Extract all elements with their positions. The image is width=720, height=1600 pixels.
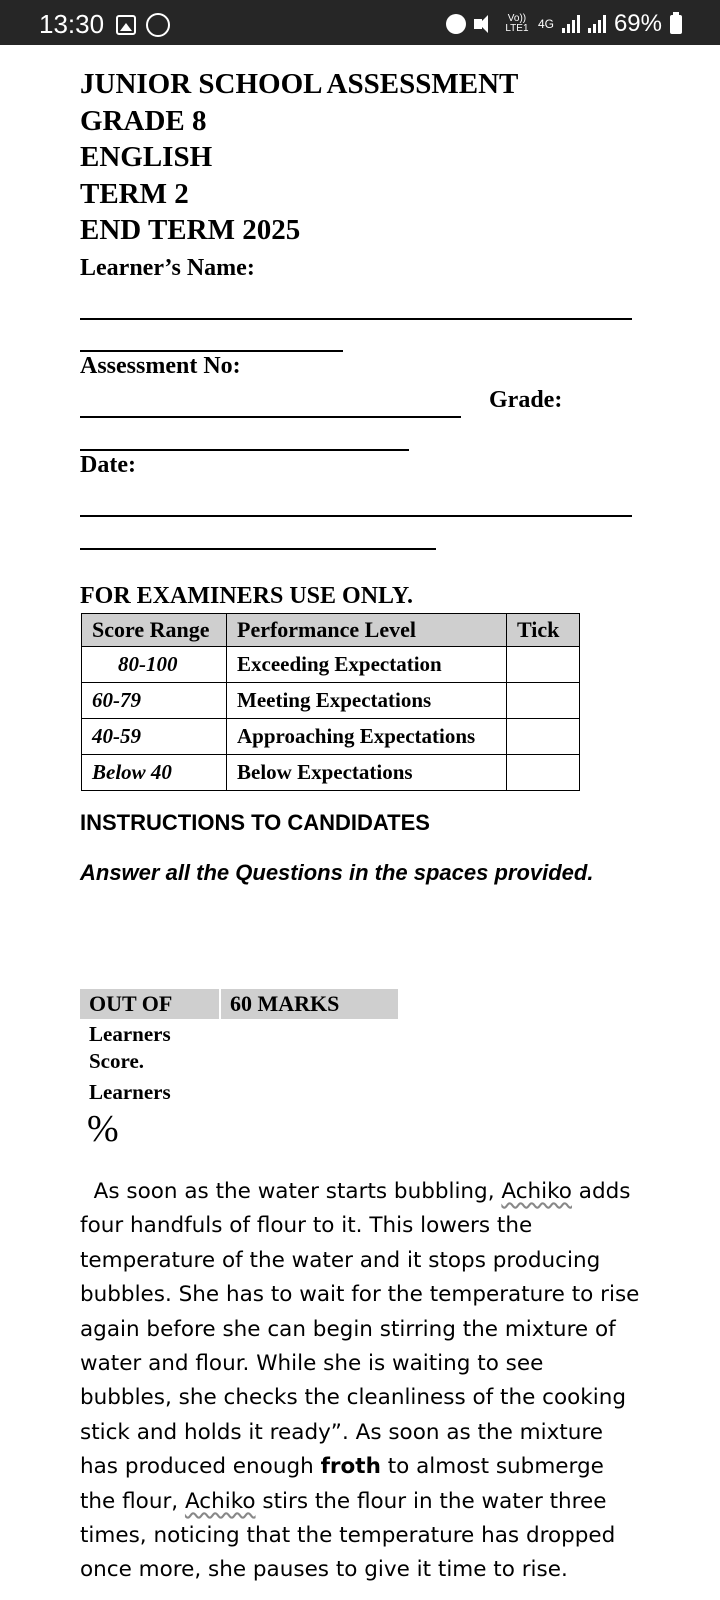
misspelled-word: Achiko (501, 1179, 572, 1204)
misspelled-word: Achiko (184, 1488, 256, 1514)
performance-level: Exceeding Expectation (227, 647, 507, 683)
subject-heading: ENGLISH (80, 141, 213, 173)
date-label: Date: (80, 452, 136, 478)
performance-level: Meeting Expectations (227, 683, 507, 719)
clock: 13:30 (39, 9, 105, 39)
gallery-icon (116, 15, 136, 35)
learners-score-label: Score. (89, 1049, 145, 1073)
column-header: Score Range (82, 614, 227, 647)
instructions-text: Answer all the Questions in the spaces provided. (80, 860, 594, 885)
marks-row (80, 989, 398, 1019)
date-line (80, 515, 632, 517)
term-heading: TERM 2 (80, 178, 189, 210)
bold-word: froth (320, 1454, 381, 1480)
column-header: Tick (507, 614, 580, 647)
grade-label: Grade: (489, 387, 563, 413)
performance-level: Below Expectations (227, 755, 507, 791)
signal-icon (588, 15, 606, 33)
learner-name-line (80, 318, 632, 320)
score-range: Below 40 (82, 755, 227, 791)
learners-score-label: Learners (89, 1022, 171, 1046)
assessment-no-label: Assessment No: (80, 353, 241, 379)
4g-icon: 4G (537, 17, 554, 31)
score-range: 60-79 (82, 683, 227, 719)
battery-percent: 69% (613, 10, 662, 37)
tick-cell[interactable] (507, 719, 580, 755)
volte-icon: Vo)) LTE1 (505, 13, 529, 34)
table-header-row (82, 614, 580, 647)
reading-passage: As soon as the water starts bubbling, Achiko adds four handfuls of flour to it. This lowers the temperature of the water and it stops producing bubbles. She has to wait for the temperature to rise again before she can begin stirring the mixture of water and flour. While she is waiting to see bubbles, she checks the cleanliness of the cooking stick and holds it ready”. As soon as the mixture has produced enough froth to almost submerge the flour, Achiko stirs the flour in the water three times, noticing that the temperature has dropped once more, she pauses to give it time to rise. (80, 1179, 640, 1583)
table-row (82, 719, 580, 755)
instructions-title: INSTRUCTIONS TO CANDIDATES (80, 810, 430, 835)
column-header: Performance Level (227, 614, 507, 647)
exam-heading: END TERM 2025 (80, 214, 301, 246)
table-row (82, 755, 580, 791)
school-assessment-title: JUNIOR SCHOOL ASSESSMENT (80, 68, 519, 100)
battery-icon (670, 15, 682, 34)
score-range: 40-59 (82, 719, 227, 755)
performance-level: Approaching Expectations (227, 719, 507, 755)
tick-cell[interactable] (507, 755, 580, 791)
signal-icon (562, 15, 580, 33)
learners-percent-label: Learners (89, 1080, 171, 1104)
learner-name-label: Learner’s Name: (80, 255, 255, 281)
status-indicators (446, 9, 682, 39)
total-marks: 60 MARKS (221, 989, 398, 1019)
table-row (82, 647, 580, 683)
tick-cell[interactable] (507, 683, 580, 719)
whatsapp-icon (146, 13, 170, 37)
date-line (80, 548, 436, 550)
status-bar (0, 0, 720, 45)
table-row (82, 683, 580, 719)
grade-heading: GRADE 8 (80, 105, 207, 137)
percent-sign: % (87, 1108, 119, 1150)
alarm-icon (446, 14, 466, 34)
assessment-no-line (80, 416, 461, 418)
performance-table (81, 613, 580, 791)
out-of-label: OUT OF (80, 989, 219, 1019)
mute-icon (474, 14, 496, 34)
score-range: 80-100 (82, 647, 227, 683)
examiners-title: FOR EXAMINERS USE ONLY. (80, 583, 413, 609)
tick-cell[interactable] (507, 647, 580, 683)
